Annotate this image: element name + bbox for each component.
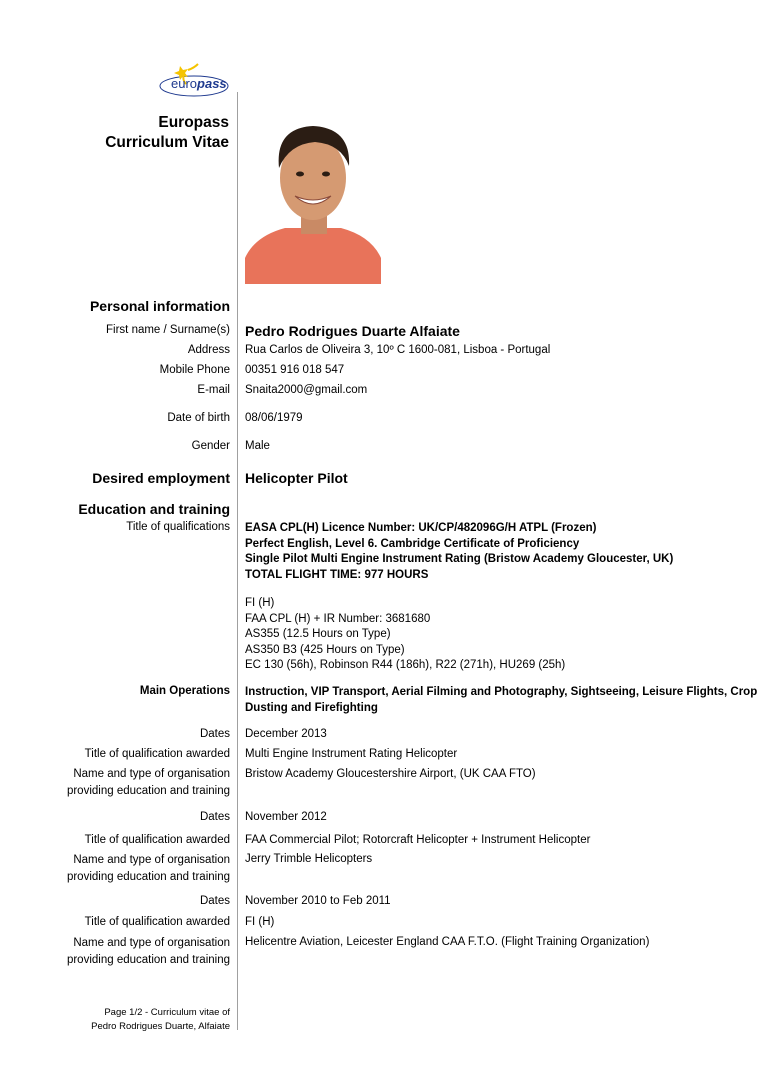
entry-3-title-value: FI (H): [245, 916, 275, 928]
gender-label: Gender: [191, 440, 230, 452]
entry-2-dates-label: Dates: [199, 811, 230, 823]
org-label-line1: Name and type of organisation: [73, 937, 230, 949]
name-value: Pedro Rodrigues Duarte Alfaiate: [245, 323, 460, 339]
email-label: E-mail: [197, 384, 230, 396]
qualifications-label: Title of qualifications: [126, 521, 230, 533]
header-title-cv: Curriculum Vitae: [105, 134, 229, 151]
desired-employment-value: Helicopter Pilot: [245, 470, 348, 486]
entry-1-title-value: Multi Engine Instrument Rating Helicopter: [245, 748, 458, 760]
footer-line1: Page 1/2 - Curriculum vitae of: [104, 1007, 230, 1018]
entry-3-dates-value: November 2010 to Feb 2011: [245, 895, 391, 907]
column-divider: [237, 92, 238, 1030]
qualifications-bold-list: [245, 521, 673, 583]
qualification-line: Single Pilot Multi Engine Instrument Rating (Bristow Academy Gloucester, UK): [245, 553, 674, 565]
operations-line: Dusting and Firefighting: [245, 701, 378, 714]
entry-2-dates-value: November 2012: [245, 811, 327, 823]
operations-line: Instruction, VIP Transport, Aerial Filming and Photography, Sightseeing, Leisure Flights, Crop: [245, 686, 758, 698]
email-value: Snaita2000@gmail.com: [245, 384, 368, 396]
entry-3-org-label: [67, 935, 230, 969]
qualification-line: AS355 (12.5 Hours on Type): [245, 628, 391, 640]
qualification-line: EASA CPL(H) Licence Number: UK/CP/482096G/H ATPL (Frozen): [245, 522, 597, 534]
entry-2-org-value: Jerry Trimble Helicopters: [245, 853, 373, 865]
entry-2-title-value: FAA Commercial Pilot; Rotorcraft Helicopter + Instrument Helicopter: [245, 834, 591, 846]
section-desired-employment: Desired employment: [92, 470, 230, 486]
mobile-label: Mobile Phone: [159, 364, 230, 376]
header-title-europass: Europass: [158, 114, 229, 131]
dob-value: 08/06/1979: [245, 412, 303, 424]
section-personal-information: Personal information: [89, 298, 230, 314]
qualification-line: Perfect English, Level 6. Cambridge Certificate of Proficiency: [245, 537, 580, 550]
entry-3-dates-label: Dates: [199, 895, 230, 907]
logo-wordmark: europass: [171, 76, 227, 91]
entry-1-org-label: [67, 766, 230, 800]
entry-3-title-label: Title of qualification awarded: [84, 916, 230, 928]
org-label-line2: providing education and training: [66, 871, 230, 883]
qualification-line: TOTAL FLIGHT TIME: 977 HOURS: [245, 568, 429, 581]
name-label: First name / Surname(s): [106, 324, 230, 336]
entry-1-dates-value: December 2013: [245, 728, 327, 740]
page-footer: [91, 1006, 230, 1034]
entry-2-org-label: [67, 852, 230, 886]
org-label-line2: providing education and training: [66, 785, 230, 797]
europass-logo: [158, 62, 238, 98]
dob-label: Date of birth: [167, 412, 230, 424]
profile-photo: [245, 108, 381, 284]
entry-1-title-label: Title of qualification awarded: [84, 748, 230, 760]
main-operations-label: Main Operations: [139, 685, 230, 697]
mobile-value: 00351 916 018 547: [245, 364, 345, 376]
entry-2-title-label: Title of qualification awarded: [84, 834, 230, 846]
entry-1-dates-label: Dates: [199, 728, 230, 740]
entry-1-org-value: Bristow Academy Gloucestershire Airport, (UK CAA FTO): [245, 768, 536, 780]
entry-3-org-value: Helicentre Aviation, Leicester England CAA F.T.O. (Flight Training Organization): [245, 936, 650, 948]
org-label-line1: Name and type of organisation: [73, 768, 230, 780]
address-value: Rua Carlos de Oliveira 3, 10º C 1600-081, Lisboa - Portugal: [245, 344, 551, 356]
main-operations-value: [245, 685, 757, 716]
qualification-line: EC 130 (56h), Robinson R44 (186h), R22 (271h), HU269 (25h): [245, 659, 566, 671]
address-label: Address: [187, 344, 230, 356]
qualification-line: FI (H): [245, 597, 275, 609]
qualification-line: AS350 B3 (425 Hours on Type): [245, 643, 405, 656]
gender-value: Male: [245, 440, 270, 452]
footer-line2: Pedro Rodrigues Duarte, Alfaiate: [91, 1021, 230, 1032]
section-education-training: Education and training: [78, 501, 230, 517]
qualifications-regular-list: [245, 596, 565, 674]
org-label-line1: Name and type of organisation: [73, 854, 230, 866]
qualification-line: FAA CPL (H) + IR Number: 3681680: [245, 612, 431, 625]
org-label-line2: providing education and training: [66, 954, 230, 966]
